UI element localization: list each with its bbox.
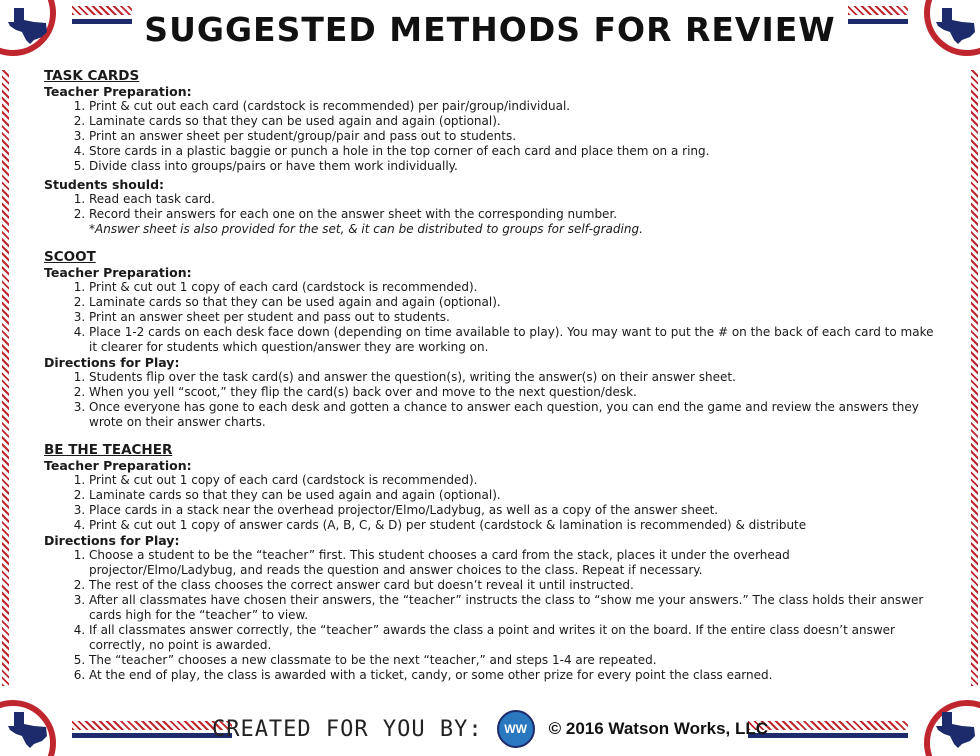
copyright-text: © 2016 Watson Works, LLC — [548, 719, 769, 738]
list-item: 5. Divide class into groups/pairs or have them work individually. — [89, 159, 934, 174]
list-item: 4. Store cards in a plastic baggie or punch a hole in the top corner of each card and place them on a ring. — [89, 144, 934, 159]
list-item: 1. Print & cut out each card (cardstock is recommended) per pair/group/individual. — [89, 99, 934, 114]
list-item: 2. Record their answers for each one on the answer sheet with the corresponding number. — [89, 207, 934, 222]
section-scoot — [44, 249, 934, 430]
numbered-list — [44, 99, 934, 174]
page-title: SUGGESTED METHODS FOR REVIEW — [144, 10, 836, 49]
right-stripe-border — [971, 70, 978, 686]
list-item: 1. Students flip over the task card(s) and answer the question(s), writing the answer(s) on their answer sheet. — [89, 370, 934, 385]
numbered-list — [44, 192, 934, 222]
list-item: 2. Laminate cards so that they can be used again and again (optional). — [89, 488, 934, 503]
list-item: 3. After all classmates have chosen their answers, the “teacher” instructs the class to “show me your answers.” The class holds their answer cards high for the “teacher” to view. — [89, 593, 934, 623]
numbered-list — [44, 370, 934, 430]
list-item: 2. Laminate cards so that they can be used again and again (optional). — [89, 295, 934, 310]
numbered-list — [44, 548, 934, 683]
list-item: 3. Print an answer sheet per student/group/pair and pass out to students. — [89, 129, 934, 144]
list-item: 3. Once everyone has gone to each desk and gotten a chance to answer each question, you can end the game and review the answers they wrote on their answer charts. — [89, 400, 934, 430]
list-item: 2. Laminate cards so that they can be used again and again (optional). — [89, 114, 934, 129]
section-title: TASK CARDS — [44, 68, 140, 84]
subheading: Directions for Play: — [44, 533, 180, 548]
logo-text: WW — [504, 722, 527, 736]
subheading: Students should: — [44, 177, 165, 192]
list-item: 1. Read each task card. — [89, 192, 934, 207]
content — [44, 68, 934, 695]
created-for-you-label: CREATED FOR YOU BY: — [211, 716, 483, 742]
list-item: 1. Print & cut out 1 copy of each card (cardstock is recommended). — [89, 473, 934, 488]
left-stripe-border — [2, 70, 9, 686]
list-item: 1. Print & cut out 1 copy of each card (cardstock is recommended). — [89, 280, 934, 295]
answer-sheet-note: *Answer sheet is also provided for the set, & it can be distributed to groups for self-grading. — [89, 222, 643, 236]
section-be-the-teacher — [44, 442, 934, 683]
list-item: 1. Choose a student to be the “teacher” first. This student chooses a card from the stack, places it under the overhead projector/Elmo/Ladybug, and reads the question and answer choices to the class. Repeat if necessary. — [89, 548, 934, 578]
subheading: Teacher Preparation: — [44, 458, 192, 473]
list-item: 2. When you yell “scoot,” they flip the card(s) back over and move to the next question/desk. — [89, 385, 934, 400]
numbered-list — [44, 473, 934, 533]
subheading: Directions for Play: — [44, 355, 180, 370]
watson-works-logo — [497, 710, 535, 748]
list-item: 4. Place 1-2 cards on each desk face down (depending on time available to play). You may want to put the # on the back of each card to make it clearer for students which question/answer they are working on. — [89, 325, 934, 355]
list-item: 2. The rest of the class chooses the correct answer card but doesn’t reveal it until instructed. — [89, 578, 934, 593]
numbered-list — [44, 280, 934, 355]
section-task-cards — [44, 68, 934, 237]
list-item: 4. Print & cut out 1 copy of answer cards (A, B, C, & D) per student (cardstock & lamination is recommended) & distribute — [89, 518, 934, 533]
section-title: SCOOT — [44, 249, 96, 265]
subheading: Teacher Preparation: — [44, 265, 192, 280]
footer — [0, 710, 980, 748]
list-item: 5. The “teacher” chooses a new classmate to be the next “teacher,” and steps 1-4 are repeated. — [89, 653, 934, 668]
list-item: 3. Print an answer sheet per student and pass out to students. — [89, 310, 934, 325]
list-item: 3. Place cards in a stack near the overhead projector/Elmo/Ladybug, as well as a copy of the answer sheet. — [89, 503, 934, 518]
subheading: Teacher Preparation: — [44, 84, 192, 99]
list-item: 6. At the end of play, the class is awarded with a ticket, candy, or some other prize for every point the class earned. — [89, 668, 934, 683]
section-title: BE THE TEACHER — [44, 442, 173, 458]
list-item: 4. If all classmates answer correctly, the “teacher” awards the class a point and writes it on the board. If the entire class doesn’t answer correctly, no point is awarded. — [89, 623, 934, 653]
